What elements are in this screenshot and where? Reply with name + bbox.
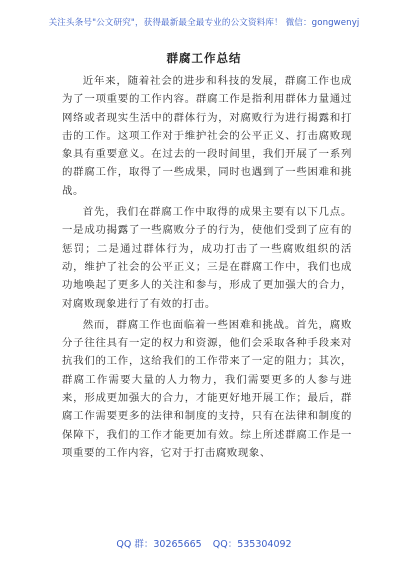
footer-qq-group: QQ 群：30265665 xyxy=(116,539,202,550)
document-body xyxy=(62,72,352,465)
footer-contact xyxy=(0,536,408,550)
paragraph-intro: 近年来，随着社会的进步和科技的发展，群腐工作也成为了一项重要的工作内容。群腐工作是指利用群体力量通过网络或者现实生活中的群体行为，对腐败行为进行揭露和打击的工作。这项工作对于维护社会的公平正义、打击腐败现象具有重要意义。在过去的一段时间里，我们开展了一系列的群腐工作，取得了一些成果，同时也遇到了一些困难和挑战。 xyxy=(62,75,352,197)
header-banner: 关注头条号"公文研究"，获得最新最全最专业的公文资料库！ 微信：gongwenyj xyxy=(48,18,360,28)
footer-qq: QQ：535304092 xyxy=(212,539,292,550)
document-title: 群腐工作总结 xyxy=(166,51,242,65)
paragraph-achievements: 首先，我们在群腐工作中取得的成果主要有以下几点。一是成功揭露了一些腐败分子的行为，使他们受到了应有的惩罚；二是通过群体行为，成功打击了一些腐败组织的活动，维护了社会的公平正义；三是在群腐工作中，我们也成功地唤起了更多人的关注和参与，形成了更加强大的合力，对腐败现象进行了有效的打击。 xyxy=(62,206,352,310)
paragraph-challenges: 然而，群腐工作也面临着一些困难和挑战。首先，腐败分子往往具有一定的权力和资源，他们会采取各种手段来对抗我们的工作，这给我们的工作带来了一定的阻力；其次，群腐工作需要大量的人力物力，我们需要更多的人参与进来，形成更加强大的合力，才能更好地开展工作；最后，群腐工作需要更多的法律和制度的支持，只有在法律和制度的保障下，我们的工作才能更加有效。综上所述群腐工作是一项重要的工作内容，它对于打击腐败现象、 xyxy=(62,318,352,459)
